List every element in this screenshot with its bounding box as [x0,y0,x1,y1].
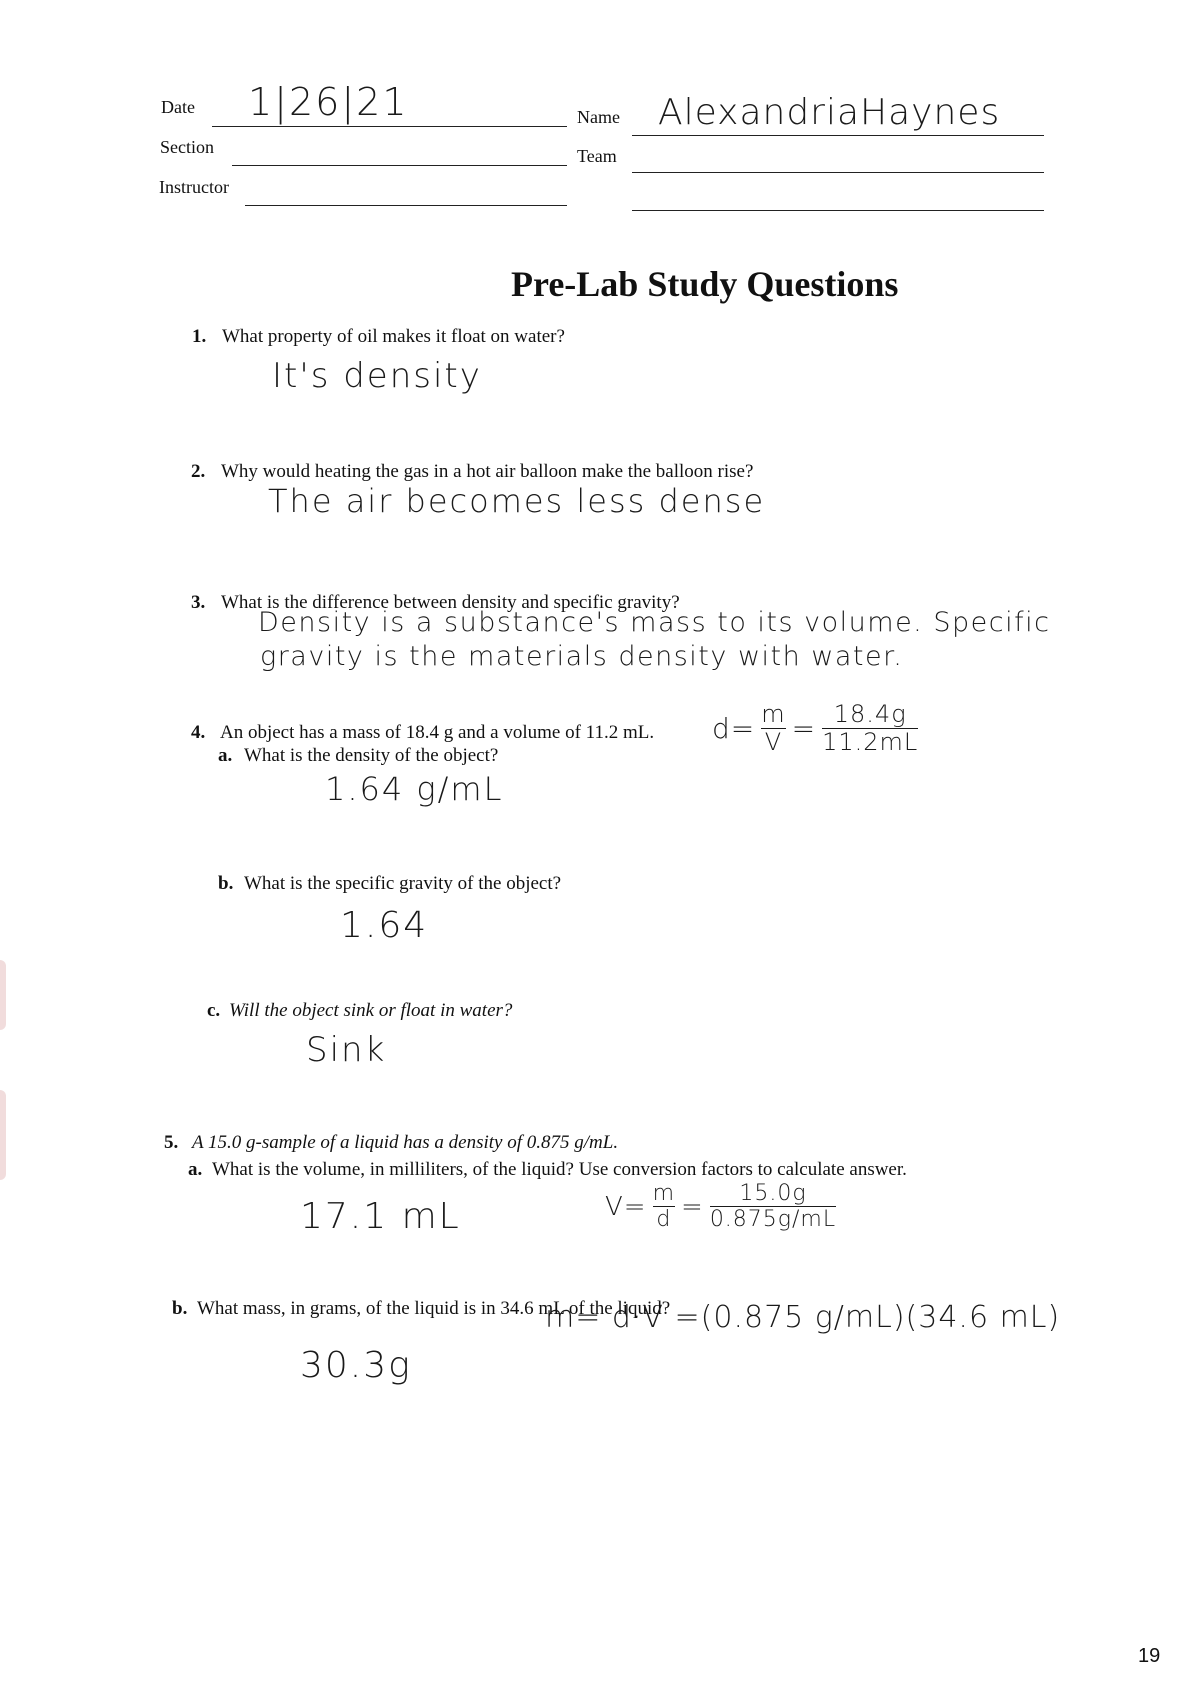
name-label: Name [577,107,620,127]
question-number: 2. [191,461,206,482]
subpart-label: b. [172,1298,188,1319]
subpart-text: What is the specific gravity of the object? [244,873,562,894]
answer: 17.1 mL [300,1196,461,1237]
subpart-label: b. [218,873,234,894]
name-value: AlexandriaHaynes [658,92,1001,133]
mass-work: m= d·V =(0.875 g/mL)(34.6 mL) [545,1300,1061,1335]
answer: 1.64 [340,905,429,946]
section-line [232,165,567,166]
answer: 30.3g [300,1345,412,1386]
density-work [712,702,918,755]
question-text: An object has a mass of 18.4 g and a volume of 11.2 mL. [220,722,655,743]
question-text: What is the difference between density and specific gravity? [221,592,680,613]
work-fraction-md [653,1182,675,1231]
question-number: 1. [192,326,207,347]
work-v: V [764,728,783,757]
question-text: Why would heating the gas in a hot air balloon make the balloon rise? [221,461,754,482]
volume-work [605,1182,836,1231]
work-m: m [652,1181,676,1206]
answer: Sink [306,1030,387,1070]
page-edge-shadow [0,960,6,1030]
name-line [632,135,1044,136]
question-number: 4. [191,722,206,743]
subpart-text: Will the object sink or float in water? [229,1000,513,1021]
work-fraction-mv [761,702,785,755]
work-d: d [656,1207,672,1233]
answer-line-2: gravity is the materials density with water. [260,641,904,672]
subpart-text: What mass, in grams, of the liquid is in 34.6 mL of the liquid? [197,1298,671,1319]
subpart-text: What is the volume, in milliliters, of the liquid? Use conversion factors to calculate answer. [212,1159,907,1180]
instructor-line [245,205,567,206]
instructor-label: Instructor [159,177,229,197]
page-edge-shadow [0,1090,6,1180]
answer: 1.64 g/mL [325,770,504,808]
work-den: 0.875g/mL [709,1207,837,1233]
question-text: What property of oil makes it float on water? [222,326,565,347]
work-num: 18.4g [833,700,907,728]
answer: The air becomes less dense [268,482,766,520]
work-den: 11.2mL [822,728,919,757]
work-lhs: V= [605,1191,647,1222]
question-number: 3. [191,592,206,613]
page-number: 19 [1138,1645,1161,1667]
date-label: Date [161,97,195,117]
answer-line-1: Density is a substance's mass to its volume. Specific [258,607,1051,638]
section-label: Section [160,137,214,157]
team-line [632,172,1044,173]
page-title: Pre-Lab Study Questions [511,264,899,304]
work-lhs: d= [712,712,756,746]
answer: It's density [272,356,482,396]
team-label: Team [577,146,617,166]
work-fraction-values [710,1182,836,1231]
subpart-label: c. [207,1000,221,1021]
date-value: 1|26|21 [248,80,409,124]
work-fraction-values [822,702,918,755]
work-num: 15.0g [739,1181,807,1206]
question-number: 5. [164,1132,179,1153]
subpart-label: a. [188,1159,203,1180]
subpart-text: What is the density of the object? [244,745,499,766]
question-text: A 15.0 g-sample of a liquid has a density of 0.875 g/mL. [192,1132,619,1153]
work-eq: = [681,1191,704,1222]
work-m: m [761,700,786,728]
extra-line [632,210,1044,211]
subpart-label: a. [218,745,233,766]
work-eq: = [791,712,817,746]
date-line [212,126,567,127]
